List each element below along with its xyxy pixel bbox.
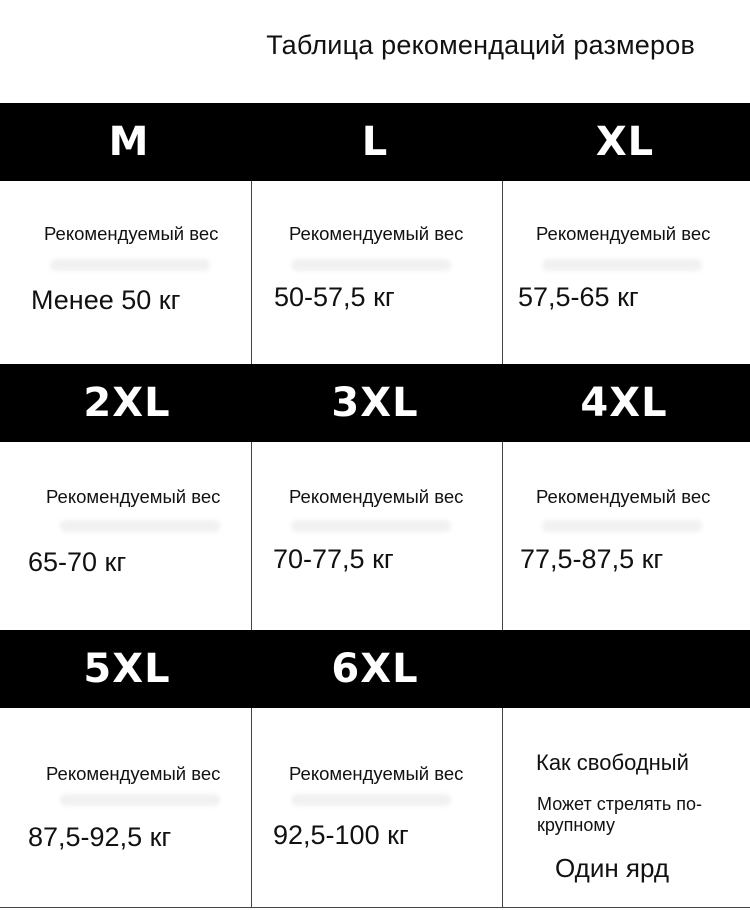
size-row <box>0 708 750 908</box>
fit-note-cell <box>502 708 750 908</box>
size-header-bar <box>0 630 750 708</box>
weight-label: Рекомендуемый вес <box>44 223 219 244</box>
size-label <box>500 630 750 708</box>
size-label: 3XL <box>331 380 419 426</box>
weight-value: 87,5-92,5 кг <box>28 822 172 852</box>
weight-cell <box>0 708 250 908</box>
weight-label: Рекомендуемый вес <box>536 223 711 244</box>
size-header-bar <box>0 103 750 181</box>
size-label: L <box>361 119 389 165</box>
size-label: 5XL <box>83 646 171 692</box>
weight-cell <box>502 442 750 630</box>
size-label: 6XL <box>331 646 419 692</box>
fit-note-loose: Как свободный <box>536 750 689 775</box>
size-label: 4XL <box>580 380 668 426</box>
page-title: Таблица рекомендаций размеров <box>266 30 695 60</box>
size-row <box>0 181 750 364</box>
weight-value: 57,5-65 кг <box>518 282 639 312</box>
size-row <box>0 442 750 630</box>
weight-label: Рекомендуемый вес <box>289 763 464 784</box>
weight-value: 77,5-87,5 кг <box>520 544 664 574</box>
weight-label: Рекомендуемый вес <box>46 763 221 784</box>
weight-label: Рекомендуемый вес <box>289 223 464 244</box>
weight-label: Рекомендуемый вес <box>536 486 711 507</box>
weight-cell <box>0 181 250 364</box>
weight-cell <box>502 181 750 364</box>
weight-cell <box>251 181 501 364</box>
weight-label: Рекомендуемый вес <box>289 486 464 507</box>
weight-value: 50-57,5 кг <box>274 282 395 312</box>
weight-value: 70-77,5 кг <box>273 544 394 574</box>
size-label: M <box>108 119 150 165</box>
weight-label: Рекомендуемый вес <box>46 486 221 507</box>
size-header-bar <box>0 364 750 442</box>
weight-cell <box>0 442 250 630</box>
weight-cell <box>251 708 501 908</box>
size-label: XL <box>595 119 655 165</box>
weight-value: 65-70 кг <box>28 547 127 577</box>
weight-cell <box>251 442 501 630</box>
fit-note-size-up: Может стрелять по-крупному <box>537 794 702 835</box>
fit-note-one-size: Один ярд <box>555 853 670 883</box>
size-label: 2XL <box>83 380 171 426</box>
weight-value: 92,5-100 кг <box>273 820 409 850</box>
weight-value: Менее 50 кг <box>31 285 181 315</box>
